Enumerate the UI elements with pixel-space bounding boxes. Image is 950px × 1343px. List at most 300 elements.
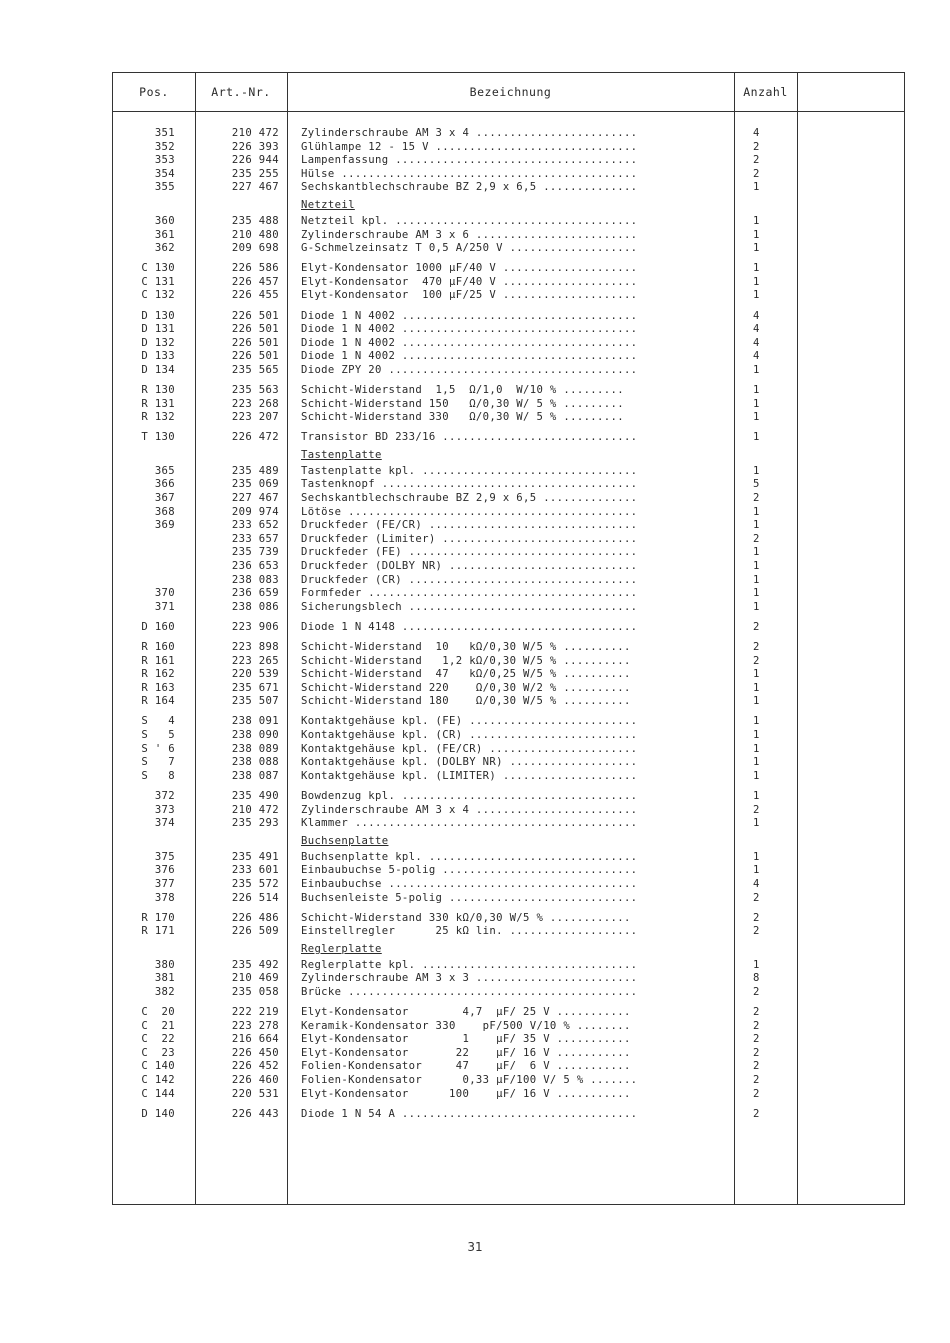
cell-anzahl: 1 [753, 242, 760, 255]
table-row [113, 695, 904, 709]
cell-anzahl: 2 [753, 532, 760, 545]
table-row [113, 641, 904, 655]
cell-bezeichnung: Schicht-Widerstand 1,2 kΩ/0,30 W/5 % .......... [301, 654, 631, 667]
header-art-nr: Art.-Nr. [211, 85, 271, 99]
cell-anzahl: 2 [753, 641, 760, 653]
table-row [113, 729, 904, 743]
cell-pos: 374 [154, 817, 175, 830]
cell-anzahl: 1 [753, 850, 760, 863]
table-body [113, 127, 904, 1121]
table-row [113, 546, 904, 560]
cell-art-nr: 210 480 [231, 228, 279, 241]
cell-bezeichnung: Brücke ........................................... [301, 985, 638, 998]
cell-pos: S 8 [141, 769, 175, 782]
cell-art-nr: 226 501 [231, 336, 279, 349]
cell-bezeichnung: Druckfeder (CR) .................................. [301, 573, 638, 586]
cell-anzahl: 4 [753, 323, 760, 336]
cell-anzahl: 8 [753, 972, 760, 985]
cell-anzahl: 2 [753, 1074, 760, 1087]
cell-anzahl: 4 [753, 336, 760, 349]
table-row [113, 986, 904, 1000]
cell-pos: R 171 [141, 925, 175, 938]
table-row [113, 478, 904, 492]
cell-art-nr: 226 486 [231, 911, 279, 924]
table-row [113, 560, 904, 574]
table-row [113, 431, 904, 445]
cell-pos: T 130 [141, 431, 175, 444]
cell-art-nr: 235 491 [231, 850, 279, 863]
section-title: Reglerplatte [301, 942, 382, 955]
cell-pos: S 5 [141, 729, 175, 742]
cell-art-nr: 235 507 [231, 695, 279, 708]
cell-bezeichnung: Tastenknopf ...................................... [301, 478, 638, 491]
cell-anzahl: 1 [753, 363, 760, 376]
cell-art-nr: 226 501 [231, 309, 279, 322]
table-row [113, 756, 904, 770]
cell-anzahl: 1 [753, 411, 760, 424]
cell-pos: 372 [154, 789, 175, 802]
cell-pos: C 21 [141, 1019, 175, 1032]
cell-art-nr: 226 501 [231, 350, 279, 363]
cell-bezeichnung: Schicht-Widerstand 330 Ω/0,30 W/ 5 % ......... [301, 411, 624, 424]
table-row [113, 533, 904, 547]
cell-bezeichnung: Schicht-Widerstand 10 kΩ/0,30 W/5 % .......... [301, 641, 631, 653]
cell-pos: D 160 [141, 620, 175, 633]
cell-anzahl: 2 [753, 492, 760, 505]
cell-anzahl: 1 [753, 789, 760, 802]
cell-pos: 373 [154, 803, 175, 816]
cell-bezeichnung: Diode 1 N 4002 ................................... [301, 309, 638, 322]
cell-pos: C 131 [141, 275, 175, 288]
header-pos: Pos. [139, 85, 169, 99]
cell-art-nr: 210 472 [231, 127, 279, 139]
table-row [113, 168, 904, 182]
cell-art-nr: 226 501 [231, 323, 279, 336]
cell-bezeichnung: Tastenplatte kpl. ................................ [301, 464, 638, 477]
cell-art-nr: 223 898 [231, 641, 279, 653]
cell-bezeichnung: Netzteil kpl. .................................... [301, 214, 638, 227]
cell-anzahl: 1 [753, 546, 760, 559]
cell-pos: C 130 [141, 262, 175, 275]
section-heading-row [113, 445, 904, 465]
cell-anzahl: 1 [753, 864, 760, 877]
cell-anzahl: 2 [753, 1006, 760, 1019]
cell-anzahl: 4 [753, 309, 760, 322]
cell-art-nr: 223 906 [231, 620, 279, 633]
cell-anzahl: 1 [753, 431, 760, 444]
cell-art-nr: 235 489 [231, 464, 279, 477]
cell-bezeichnung: Reglerplatte kpl. ................................ [301, 958, 638, 971]
cell-pos: 354 [154, 167, 175, 180]
table-row [113, 337, 904, 351]
cell-bezeichnung: Druckfeder (DOLBY NR) ............................ [301, 560, 638, 573]
table-row [113, 1033, 904, 1047]
cell-art-nr: 220 539 [231, 668, 279, 681]
table-row [113, 276, 904, 290]
table-row [113, 1047, 904, 1061]
cell-art-nr: 238 086 [231, 600, 279, 613]
cell-bezeichnung: Kontaktgehäuse kpl. (DOLBY NR) ................... [301, 756, 638, 769]
cell-bezeichnung: Klammer .......................................... [301, 817, 638, 830]
cell-pos: 368 [154, 505, 175, 518]
cell-anzahl: 2 [753, 1107, 760, 1120]
table-row [113, 892, 904, 906]
cell-pos: 352 [154, 140, 175, 153]
cell-pos: R 164 [141, 695, 175, 708]
cell-anzahl: 2 [753, 985, 760, 998]
cell-pos: 361 [154, 228, 175, 241]
cell-pos: C 144 [141, 1087, 175, 1100]
cell-anzahl: 2 [753, 1033, 760, 1046]
cell-art-nr: 238 089 [231, 742, 279, 755]
cell-bezeichnung: Schicht-Widerstand 180 Ω/0,30 W/5 % .......... [301, 695, 631, 708]
cell-bezeichnung: Diode 1 N 4002 ................................... [301, 350, 638, 363]
cell-art-nr: 235 255 [231, 167, 279, 180]
cell-pos: C 140 [141, 1060, 175, 1073]
cell-pos: 369 [154, 519, 175, 532]
table-row [113, 242, 904, 256]
cell-anzahl: 2 [753, 154, 760, 167]
cell-anzahl: 1 [753, 668, 760, 681]
cell-pos: D 131 [141, 323, 175, 336]
cell-bezeichnung: Folien-Kondensator 47 µF/ 6 V ........... [301, 1060, 631, 1073]
table-row [113, 972, 904, 986]
cell-art-nr: 238 091 [231, 715, 279, 728]
cell-pos: 376 [154, 864, 175, 877]
cell-bezeichnung: Druckfeder (FE/CR) ............................... [301, 519, 638, 532]
cell-bezeichnung: Zylinderschraube AM 3 x 4 ........................ [301, 127, 638, 139]
cell-anzahl: 1 [753, 742, 760, 755]
cell-art-nr: 235 069 [231, 478, 279, 491]
cell-bezeichnung: Glühlampe 12 - 15 V .............................. [301, 140, 638, 153]
cell-art-nr: 238 087 [231, 769, 279, 782]
table-row [113, 384, 904, 398]
cell-anzahl: 1 [753, 681, 760, 694]
cell-anzahl: 4 [753, 350, 760, 363]
table-row [113, 743, 904, 757]
cell-art-nr: 233 657 [231, 532, 279, 545]
cell-anzahl: 1 [753, 289, 760, 302]
cell-pos: R 163 [141, 681, 175, 694]
table-row [113, 682, 904, 696]
cell-pos: R 130 [141, 384, 175, 396]
cell-anzahl: 2 [753, 803, 760, 816]
cell-pos: 371 [154, 600, 175, 613]
cell-art-nr: 227 467 [231, 181, 279, 194]
cell-anzahl: 1 [753, 505, 760, 518]
cell-art-nr: 238 090 [231, 729, 279, 742]
table-row [113, 1074, 904, 1088]
cell-anzahl: 2 [753, 1060, 760, 1073]
cell-art-nr: 236 659 [231, 587, 279, 600]
cell-bezeichnung: Sechskantblechschraube BZ 2,9 x 6,5 .............. [301, 181, 638, 194]
cell-bezeichnung: Keramik-Kondensator 330 pF/500 V/10 % ........ [301, 1019, 631, 1032]
cell-bezeichnung: Druckfeder (Limiter) ............................. [301, 532, 638, 545]
cell-anzahl: 1 [753, 756, 760, 769]
cell-anzahl: 2 [753, 654, 760, 667]
cell-anzahl: 2 [753, 140, 760, 153]
cell-art-nr: 226 455 [231, 289, 279, 302]
cell-anzahl: 5 [753, 478, 760, 491]
cell-art-nr: 210 472 [231, 803, 279, 816]
table-row [113, 465, 904, 479]
cell-art-nr: 236 653 [231, 560, 279, 573]
cell-art-nr: 209 974 [231, 505, 279, 518]
header-anzahl: Anzahl [743, 85, 788, 99]
cell-pos: C 20 [141, 1006, 175, 1019]
table-row [113, 804, 904, 818]
cell-art-nr: 235 563 [231, 384, 279, 396]
cell-pos: D 130 [141, 309, 175, 322]
cell-bezeichnung: Diode ZPY 20 ..................................... [301, 363, 638, 376]
cell-anzahl: 1 [753, 214, 760, 227]
cell-art-nr: 238 088 [231, 756, 279, 769]
cell-anzahl: 1 [753, 262, 760, 275]
cell-bezeichnung: Einstellregler 25 kΩ lin. ................... [301, 925, 638, 938]
cell-pos: S 7 [141, 756, 175, 769]
cell-anzahl: 2 [753, 620, 760, 633]
cell-anzahl: 1 [753, 600, 760, 613]
table-row [113, 925, 904, 939]
table-row [113, 878, 904, 892]
cell-anzahl: 1 [753, 587, 760, 600]
cell-pos: R 170 [141, 911, 175, 924]
page-number: 31 [467, 1240, 483, 1254]
cell-pos: 370 [154, 587, 175, 600]
cell-bezeichnung: Elyt-Kondensator 1 µF/ 35 V ........... [301, 1033, 631, 1046]
table-row [113, 398, 904, 412]
cell-bezeichnung: Elyt-Kondensator 4,7 µF/ 25 V ........... [301, 1006, 631, 1019]
cell-anzahl: 2 [753, 891, 760, 904]
table-row [113, 851, 904, 865]
cell-pos: C 22 [141, 1033, 175, 1046]
cell-anzahl: 1 [753, 397, 760, 410]
cell-pos: D 132 [141, 336, 175, 349]
cell-art-nr: 223 268 [231, 397, 279, 410]
cell-art-nr: 235 490 [231, 789, 279, 802]
parts-list-table [112, 72, 905, 1205]
cell-bezeichnung: Elyt-Kondensator 1000 µF/40 V .................... [301, 262, 638, 275]
table-row [113, 141, 904, 155]
table-row [113, 519, 904, 533]
cell-art-nr: 210 469 [231, 972, 279, 985]
table-row [113, 864, 904, 878]
section-title: Netzteil [301, 198, 355, 211]
table-row [113, 215, 904, 229]
table-row [113, 959, 904, 973]
table-row [113, 601, 904, 615]
cell-pos: C 142 [141, 1074, 175, 1087]
cell-pos: R 160 [141, 641, 175, 653]
cell-art-nr: 216 664 [231, 1033, 279, 1046]
cell-bezeichnung: Folien-Kondensator 0,33 µF/100 V/ 5 % ....... [301, 1074, 638, 1087]
cell-art-nr: 226 509 [231, 925, 279, 938]
cell-art-nr: 226 472 [231, 431, 279, 444]
cell-bezeichnung: Druckfeder (FE) .................................. [301, 546, 638, 559]
cell-art-nr: 235 671 [231, 681, 279, 694]
cell-anzahl: 1 [753, 384, 760, 396]
table-row [113, 817, 904, 831]
cell-art-nr: 223 278 [231, 1019, 279, 1032]
cell-bezeichnung: Bowdenzug kpl. ................................... [301, 789, 638, 802]
cell-bezeichnung: Kontaktgehäuse kpl. (CR) ......................... [301, 729, 638, 742]
header-divider [113, 111, 904, 112]
cell-art-nr: 238 083 [231, 573, 279, 586]
section-title: Buchsenplatte [301, 834, 389, 847]
cell-bezeichnung: Diode 1 N 4002 ................................... [301, 336, 638, 349]
cell-bezeichnung: Buchsenplatte kpl. ............................... [301, 850, 638, 863]
cell-pos: 377 [154, 877, 175, 890]
cell-art-nr: 226 586 [231, 262, 279, 275]
cell-bezeichnung: Schicht-Widerstand 1,5 Ω/1,0 W/10 % ......... [301, 384, 624, 396]
cell-bezeichnung: Einbaubuchse ..................................... [301, 877, 638, 890]
cell-pos: 381 [154, 972, 175, 985]
cell-bezeichnung: Zylinderschraube AM 3 x 6 ........................ [301, 228, 638, 241]
cell-pos: R 132 [141, 411, 175, 424]
cell-anzahl: 1 [753, 715, 760, 728]
table-row [113, 655, 904, 669]
cell-art-nr: 226 450 [231, 1046, 279, 1059]
cell-art-nr: 222 219 [231, 1006, 279, 1019]
cell-pos: C 23 [141, 1046, 175, 1059]
table-row [113, 350, 904, 364]
table-row [113, 411, 904, 425]
cell-art-nr: 226 393 [231, 140, 279, 153]
cell-pos: 362 [154, 242, 175, 255]
cell-bezeichnung: Kontaktgehäuse kpl. (FE) ......................... [301, 715, 638, 728]
table-row [113, 262, 904, 276]
cell-anzahl: 4 [753, 127, 760, 139]
cell-bezeichnung: Sechskantblechschraube BZ 2,9 x 6,5 .............. [301, 492, 638, 505]
cell-pos: 366 [154, 478, 175, 491]
table-row [113, 1088, 904, 1102]
table-row [113, 181, 904, 195]
cell-pos: 380 [154, 958, 175, 971]
section-heading-row [113, 195, 904, 215]
cell-bezeichnung: Schicht-Widerstand 47 kΩ/0,25 W/5 % .......... [301, 668, 631, 681]
table-row [113, 668, 904, 682]
cell-art-nr: 223 265 [231, 654, 279, 667]
cell-pos: S ' 6 [141, 742, 175, 755]
cell-pos: R 131 [141, 397, 175, 410]
cell-art-nr: 226 944 [231, 154, 279, 167]
cell-pos: 382 [154, 985, 175, 998]
cell-anzahl: 1 [753, 817, 760, 830]
cell-bezeichnung: Formfeder ........................................ [301, 587, 638, 600]
cell-art-nr: 235 488 [231, 214, 279, 227]
cell-bezeichnung: Zylinderschraube AM 3 x 4 ........................ [301, 803, 638, 816]
cell-anzahl: 2 [753, 925, 760, 938]
table-row [113, 364, 904, 378]
cell-bezeichnung: Diode 1 N 54 A ................................... [301, 1107, 638, 1120]
cell-pos: S 4 [141, 715, 175, 728]
cell-pos: D 134 [141, 363, 175, 376]
table-row [113, 310, 904, 324]
cell-art-nr: 235 565 [231, 363, 279, 376]
cell-bezeichnung: G-Schmelzeinsatz T 0,5 A/250 V ................... [301, 242, 638, 255]
cell-art-nr: 227 467 [231, 492, 279, 505]
table-row [113, 289, 904, 303]
table-row [113, 506, 904, 520]
cell-anzahl: 2 [753, 1019, 760, 1032]
cell-bezeichnung: Sicherungsblech .................................. [301, 600, 638, 613]
table-row [113, 574, 904, 588]
cell-anzahl: 2 [753, 911, 760, 924]
cell-pos: 375 [154, 850, 175, 863]
cell-bezeichnung: Kontaktgehäuse kpl. (LIMITER) .................... [301, 769, 638, 782]
table-row [113, 127, 904, 141]
cell-anzahl: 2 [753, 1046, 760, 1059]
cell-anzahl: 1 [753, 560, 760, 573]
table-row [113, 912, 904, 926]
cell-art-nr: 226 457 [231, 275, 279, 288]
cell-bezeichnung: Zylinderschraube AM 3 x 3 ........................ [301, 972, 638, 985]
cell-bezeichnung: Buchsenleiste 5-polig ............................ [301, 891, 638, 904]
cell-anzahl: 1 [753, 181, 760, 194]
cell-pos: R 162 [141, 668, 175, 681]
cell-art-nr: 235 492 [231, 958, 279, 971]
section-heading-row [113, 831, 904, 851]
cell-bezeichnung: Schicht-Widerstand 150 Ω/0,30 W/ 5 % ......... [301, 397, 624, 410]
cell-art-nr: 226 514 [231, 891, 279, 904]
cell-art-nr: 226 443 [231, 1107, 279, 1120]
cell-anzahl: 1 [753, 958, 760, 971]
cell-bezeichnung: Elyt-Kondensator 470 µF/40 V .................... [301, 275, 638, 288]
cell-bezeichnung: Transistor BD 233/16 ............................. [301, 431, 638, 444]
cell-art-nr: 235 739 [231, 546, 279, 559]
section-title: Tastenplatte [301, 448, 382, 461]
cell-pos: 367 [154, 492, 175, 505]
table-row [113, 715, 904, 729]
cell-bezeichnung: Elyt-Kondensator 100 µF/ 16 V ........... [301, 1087, 631, 1100]
cell-pos: 355 [154, 181, 175, 194]
cell-bezeichnung: Lampenfassung .................................... [301, 154, 638, 167]
table-row [113, 1108, 904, 1122]
table-row [113, 323, 904, 337]
cell-pos: 378 [154, 891, 175, 904]
cell-pos: 360 [154, 214, 175, 227]
table-row [113, 229, 904, 243]
cell-anzahl: 1 [753, 275, 760, 288]
cell-art-nr: 223 207 [231, 411, 279, 424]
cell-bezeichnung: Kontaktgehäuse kpl. (FE/CR) ...................... [301, 742, 638, 755]
table-row [113, 790, 904, 804]
cell-art-nr: 233 652 [231, 519, 279, 532]
table-row [113, 621, 904, 635]
table-row [113, 770, 904, 784]
header-bezeichnung: Bezeichnung [469, 85, 552, 99]
cell-pos: D 140 [141, 1107, 175, 1120]
cell-anzahl: 1 [753, 464, 760, 477]
cell-anzahl: 1 [753, 695, 760, 708]
cell-bezeichnung: Elyt-Kondensator 22 µF/ 16 V ........... [301, 1046, 631, 1059]
section-heading-row [113, 939, 904, 959]
cell-art-nr: 220 531 [231, 1087, 279, 1100]
cell-art-nr: 235 293 [231, 817, 279, 830]
cell-bezeichnung: Lötöse ........................................... [301, 505, 638, 518]
cell-anzahl: 2 [753, 1087, 760, 1100]
cell-art-nr: 209 698 [231, 242, 279, 255]
cell-anzahl: 1 [753, 573, 760, 586]
cell-anzahl: 1 [753, 729, 760, 742]
table-row [113, 1060, 904, 1074]
cell-pos: 365 [154, 464, 175, 477]
table-row [113, 1006, 904, 1020]
table-row [113, 587, 904, 601]
cell-art-nr: 226 460 [231, 1074, 279, 1087]
cell-anzahl: 1 [753, 519, 760, 532]
cell-anzahl: 1 [753, 228, 760, 241]
